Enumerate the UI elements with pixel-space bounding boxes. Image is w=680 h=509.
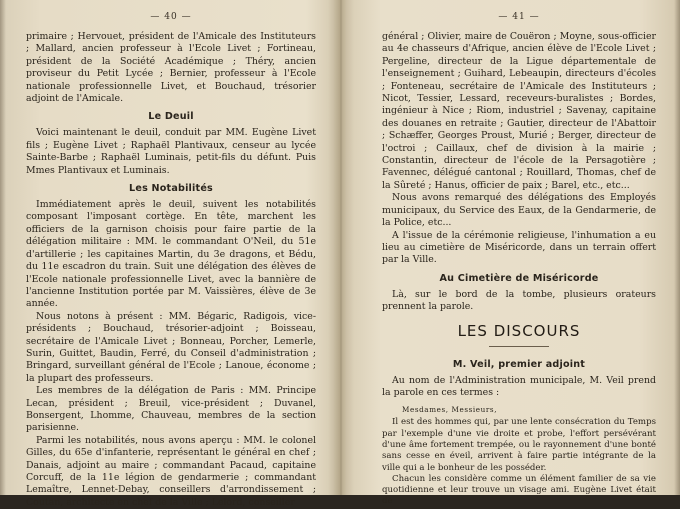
heading-les-notabilites: Les Notabilités [129, 183, 213, 195]
paragraph-notabilites-4: Parmi les notabilités, nous avons aperçu : MM. le colonel Gilles, du 65e d'infanterie, représentant le général en chef ; Danais, adjoint au maire ; commandant Pacaud, capitaine Corcuff, de la 11e légion de gendarmerie ; commandant Lemaître, Lennet-Debay, conseillers d'arrondissement ; Coutan, architecte en chef de la Ville ; Lelord, conseiller [26, 434, 316, 508]
paragraph-notabilites-1: Immédiatement après le deuil, suivent les notabilités composant l'imposant cortège. En tête, marchent les officiers de la garnison choisis pour faire partie de la délégation militaire : MM. le commandant O'Neil, du 51e d'artillerie ; les capitaines Martin, du 3e dragons, et Bédu, du 11e escadron du train. Suit une délégation des élèves de l'Ecole nationale professionnelle Livet, avec la bannière de l'ancienne Institution portée par M. Vaissières, élève de 3e année. [26, 199, 316, 310]
paragraph-notabilites-2: Nous notons à présent : MM. Bégaric, Radigois, vice-présidents ; Bouchaud, trésorier-adjoint ; Boisseau, secrétaire de l'Amicale Livet ; Bonneau, Porcher, Lemerle, Surin, Guittet, Baudin, Ferré, du Conseil d'administration ; Bringard, surveillant général de l'Ecole ; Lanoue, économe ; la plupart des professeurs. [26, 310, 316, 384]
paragraph-cimetiere: Là, sur le bord de la tombe, plusieurs orateurs prennent la parole. [382, 288, 656, 313]
paragraph-delegations: Nous avons remarqué des délégations des Employés municipaux, du Service des Eaux, de la Gendarmerie, de la Police, etc... [382, 192, 656, 229]
heading-les-discours: LES DISCOURS [457, 321, 581, 340]
speech-paragraph-2: Chacun les considère comme un élément familier de sa vie quotidienne et leur trouve un visage ami. Eugène Livet était de [382, 473, 656, 507]
section-rule [489, 346, 549, 347]
speech-paragraph-1: Il est des hommes qui, par une lente consécration du Temps par l'exemple d'une vie droite et probe, l'effort persévérant d'une âme fortement trempée, ou le rayonnement d'une bonté sans cesse en éveil, arrivent à faire partie intégrante de la ville qui a le bonheur de les posséder. [382, 417, 656, 473]
paragraph-notabilites-3: Les membres de la délégation de Paris : MM. Principe Lecan, président ; Breuil, vice-président ; Duvanel, Bonsergent, Lhomme, Chauveau, membres de la section parisienne. [26, 385, 316, 434]
page-number-right: — 41 — [498, 12, 540, 22]
paragraph-veil-intro: Au nom de l'Administration municipale, M. Veil prend la parole en ces termes : [382, 374, 656, 398]
salutation: Mesdames, Messieurs, [402, 405, 498, 415]
paragraph-ceremonie: A l'issue de la cérémonie religieuse, l'inhumation a eu lieu au cimetière de Miséricorde, dans un terrain offert par la Ville. [382, 229, 656, 266]
page-number-left: — 40 — [150, 12, 192, 22]
paragraph-deuil: Voici maintenant le deuil, conduit par MM. Eugène Livet fils ; Eugène Livet ; Raphaël Plantivaux, censeur au lycée Sainte-Barbe ; Raphaël Luminais, petit-fils du défunt. Puis Mmes Plantivaux et Luminais. [26, 127, 316, 176]
left-page [0, 0, 340, 508]
heading-cimetiere: Au Cimetière de Miséricorde [439, 272, 599, 284]
heading-le-deuil: Le Deuil [148, 111, 194, 123]
right-page [340, 0, 680, 507]
paragraph-intro: primaire ; Hervouet, président de l'Amicale des Instituteurs ; Mallard, ancien professeur à l'Ecole Livet ; Fortineau, président de la Société Académique ; Théry, ancien proviseur du Petit Lycée ; Bernier, professeur à l'Ecole nationale professionnelle Livet, et Bouchaud, trésorier adjoint de l'Amicale. [26, 31, 316, 105]
paragraph-continued-list: général ; Olivier, maire de Couëron ; Moyne, sous-officier au 4e chasseurs d'Afrique, ancien élève de l'Ecole Livet ; Pergeline, directeur de la Ligue départementale de l'enseignement ; Guihard, Lebeaupin, directeurs d'écoles ; Fonteneau, secrétaire de l'Amicale des Instituteurs ; Nicot, Tessier, Lessard, receveurs-buralistes ; Bordes, ingénieur à Nice ; Riom, industriel ; Savenay, capitaine des douanes en retraite ; Gautier, directeur de l'Abattoir ; Schæffer, Georges Proust, Murié ; Berger, directeur de l'octroi ; Caillaux, chef de division à la mairie ; Constantin, directeur de l'école de la Persagotière ; Favennec, délégué cantonal ; Rouillard, Thomas, chef de la Sûreté ; Hanus, officier de paix ; Barel, etc., etc... [382, 31, 656, 191]
heading-veil: M. Veil, premier adjoint [452, 358, 586, 370]
